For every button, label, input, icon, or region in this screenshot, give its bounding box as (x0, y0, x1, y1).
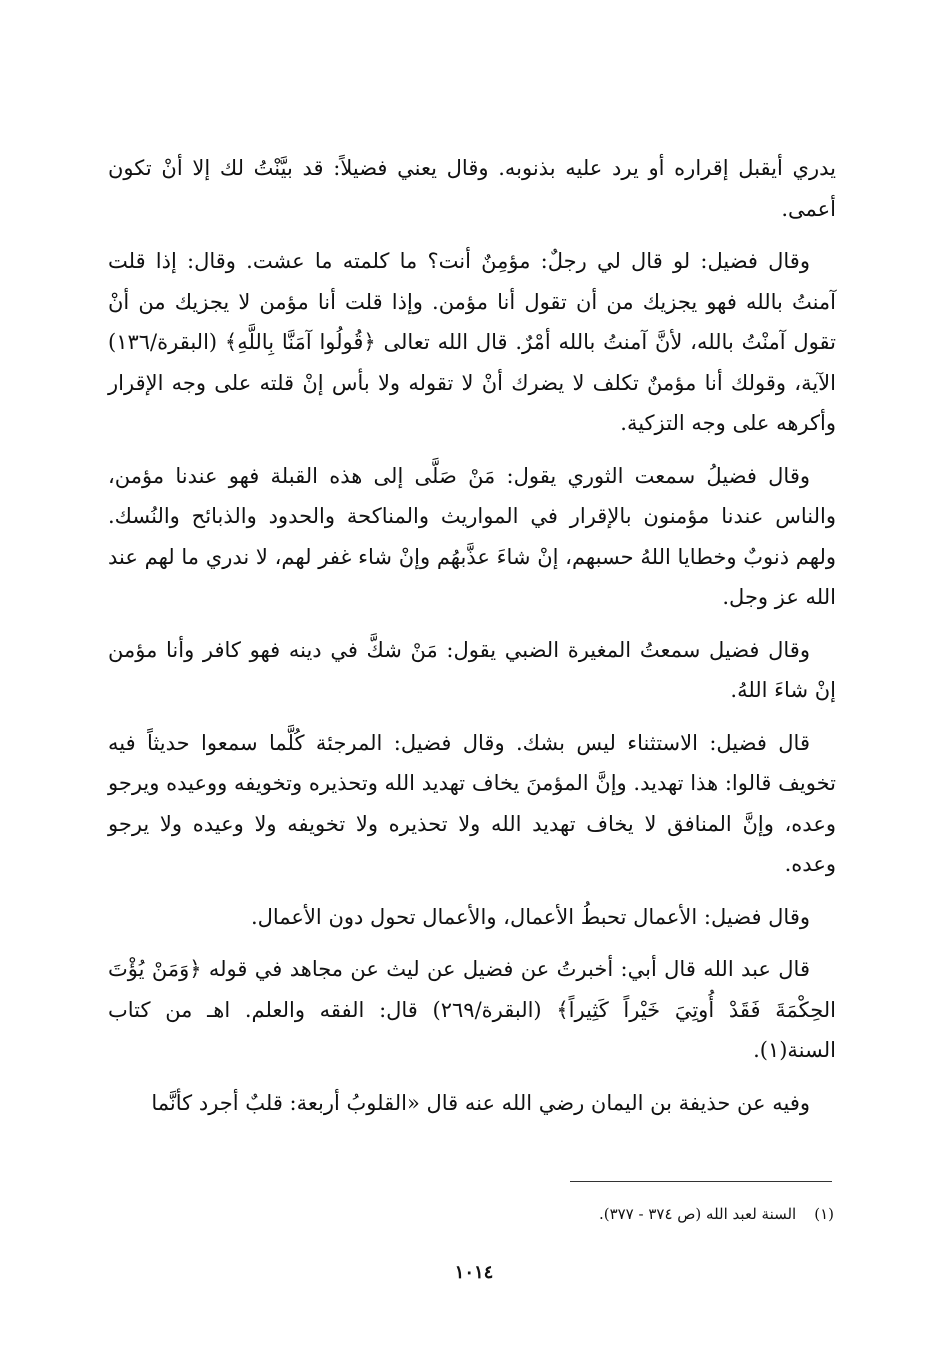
paragraph-2: وقال فضيل: لو قال لي رجلٌ: مؤمِنٌ أنت؟ ما كلمته ما عشت. وقال: إذا قلت آمنتُ بالله فهو يجزيك من أن تقول أنا مؤمن. وإذا قلت أنا مؤمن لا يجزيك من أنْ تقول آمنْتُ بالله، لأنَّ آمنتُ بالله أمْرٌ. قال الله تعالى ﴿قُولُوا آمَنَّا بِاللَّهِ﴾ (البقرة/١٣٦) الآية، وقولك أنا مؤمنٌ تكلف لا يضرك أنْ لا تقوله ولا بأس إنْ قلته على وجه الإقرار وأكرهه على وجه التزكية. (108, 249, 836, 435)
footnote-text: السنة لعبد الله (ص ٣٧٤ - ٣٧٧). (598, 1205, 797, 1223)
footnote-divider (570, 1181, 832, 1182)
paragraph-5: قال فضيل: الاستثناء ليس بشك. وقال فضيل: المرجئة كُلَّما سمعوا حديثاً فيه تخويف قالوا: هذا تهديد. وإنَّ المؤمنَ يخاف تهديد الله وتحذيره وتخويفه ووعيده ويرجو وعده، وإنَّ المنافق لا يخاف تهديد الله ولا تحذيره ولا تخويفه ولا وعيده ولا يرجو وعده. (108, 730, 836, 876)
paragraph-8: وفيه عن حذيفة بن اليمان رضي الله عنه قال «القلوبُ أربعة: قلبٌ أجرد كأنَّما (151, 1090, 810, 1115)
paragraph-6: وقال فضيل: الأعمال تحبطُ الأعمال، والأعمال تحول دون الأعمال. (250, 904, 810, 929)
page-number: ١٠١٤ (454, 1262, 494, 1283)
footnote (108, 1202, 834, 1226)
main-text (108, 148, 836, 1135)
paragraph-1: يدري أيقبل إقراره أو يرد عليه بذنوبه. وقال يعني فضيلاً: قد بيَّنْتُ لك إلا أنْ تكون أعمى. (108, 156, 836, 221)
footnote-number: (١) (814, 1205, 834, 1223)
paragraph-7: قال عبد الله قال أبي: أخبرتُ عن فضيل عن ليث عن مجاهد في قوله ﴿وَمَنْ يُؤْتَ الحِكْمَةَ فَقَدْ أُوتِيَ خَيْراً كَثِيراً﴾ (البقرة/٢٦٩) قال: الفقه والعلم. اهـ من كتاب السنة(١). (108, 957, 836, 1062)
paragraph-3: وقال فضيلُ سمعت الثوري يقول: مَنْ صَلَّى إلى هذه القبلة فهو عندنا مؤمن، والناس عندنا مؤمنون بالإقرار في المواريث والمناكحة والحدود والذبائح والنُسك. ولهم ذنوبٌ وخطايا اللهُ حسبهم، إنْ شاءَ عذَّبهُم وإنْ شاء غفر لهم، لا ندري ما لهم عند الله عز وجل. (108, 463, 836, 609)
paragraph-4: وقال فضيل سمعتُ المغيرة الضبي يقول: مَنْ شكَّ في دينه فهو كافر وأنا مؤمن إنْ شاءَ اللهُ. (108, 637, 836, 702)
